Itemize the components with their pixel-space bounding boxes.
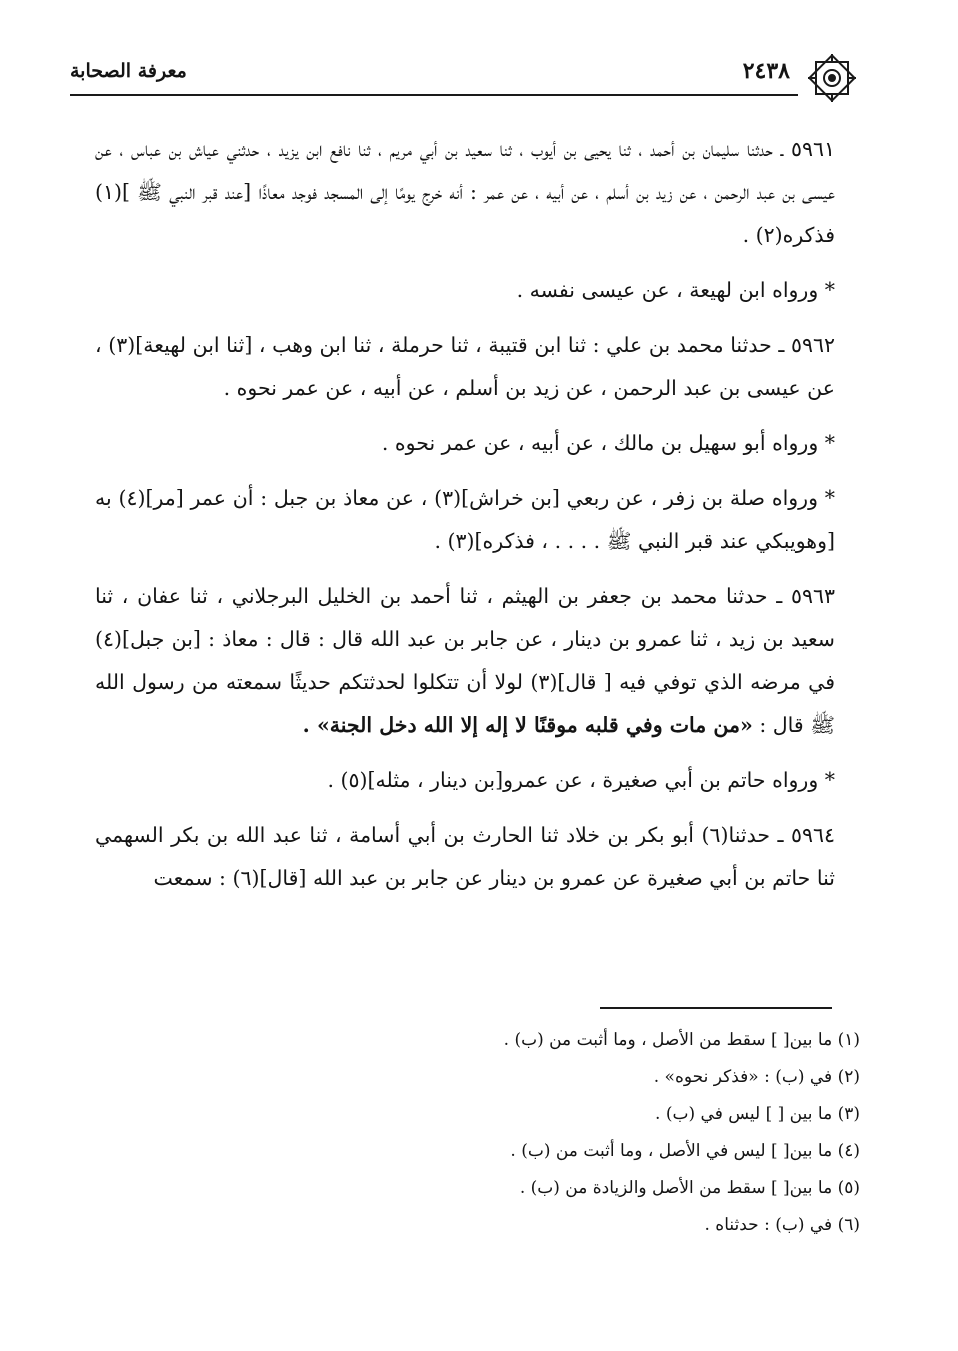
paragraph-5962: ٥٩٦٢ ـ حدثنا محمد بن علي : ثنا ابن قتيبة ، ثنا حرملة ، ثنا ابن وهب ، [ثنا ابن لهيعة](٣) ، عن عيسى بن عبد الرحمن ، عن زيد بن أسلم ، عن أبيه ، عن عمر نحوه . (95, 333, 835, 400)
paragraph-narration-3: * ورواه صلة بن زفر ، عن ربعي [بن خراش](٣) ، عن معاذ بن جبل : أن عمر [مر](٤) به [وهويبكي عند قبر النبي ﷺ . . . . ، فذكره](٣) . (95, 486, 835, 553)
footnote-rule (600, 1007, 832, 1009)
paragraph-5963-intro: ٥٩٦٣ ـ حدثنا محمد بن جعفر بن الهيثم ، ثنا أحمد بن الخليل البرجلاني ، ثنا عفان ، ثنا سعيد بن زيد ، ثنا عمرو بن دينار ، عن جابر بن عبد الله قال : قال : معاذ : [بن جبل](٤) في مرضه الذي توفي فيه [ قال](٣) لولا أن تتكلوا لحدثتكم حديثًا سمعته من رسول الله ﷺ قال : (95, 584, 836, 737)
paragraph-narration-4: * ورواه حاتم بن أبي صغيرة ، عن عمرو[بن دينار ، مثله](٥) . (327, 768, 835, 792)
paragraph-narration-1: * ورواه ابن لهيعة ، عن عيسى نفسه . (516, 278, 835, 302)
paragraph-narration-2: * ورواه أبو سهيل بن مالك ، عن أبيه ، عن عمر نحوه . (381, 431, 835, 455)
footnote: (٤) ما بين[ ] ليس في الأصل ، وما أثبت من (ب) . (510, 1141, 860, 1161)
footnote: (١) ما بين[ ] سقط من الأصل ، وما أثبت من (ب) . (503, 1030, 860, 1050)
header-rule (70, 94, 798, 96)
paragraph-5964: ٥٩٦٤ ـ حدثنا(٦) أبو بكر بن خلاد ثنا الحارث بن أبي أسامة ، ثنا عبد الله بن بكر السهمي ثنا حاتم بن أبي صغيرة عن عمرو بن دينار عن جابر بن عبد الله [قال](٦) : سمعت (95, 823, 835, 890)
paragraph-5961: ٥٩٦١ ـ حدثنا سليمان بن أحمد ، ثنا يحيى بن أيوب ، ثنا سعيد بن أبي مريم ، ثنا نافع ابن يزيد ، حدثني عياش بن عباس ، عن عيسى بن عبد الرحمن ، عن زيد بن أسلم ، عن أبيه ، عن عمر : أنه خرج يومًا إلى المسجد فوجد معاذًا [عند قبر النبي ﷺ ](١) فذكره(٢) . (95, 137, 835, 247)
page-header (70, 40, 860, 100)
footnotes (340, 1022, 860, 1244)
footnote: (٣) ما بين [ ] ليس في (ب) . (655, 1104, 860, 1124)
paragraph-5963 (95, 575, 835, 747)
footnote: (٢) في (ب) : «فذكر نحوه» . (653, 1067, 860, 1087)
ornament-star-icon (804, 50, 860, 106)
footnote: (٥) ما بين[ ] سقط من الأصل والزيادة من (ب) . (519, 1178, 860, 1198)
footnote: (٦) في (ب) : حدثناه . (704, 1215, 860, 1235)
page-number: ٢٤٣٨ (742, 58, 790, 84)
running-title: معرفة الصحابة (70, 60, 187, 82)
main-text (95, 128, 835, 912)
hadith-text: «من مات وفي قلبه موقنًا لا إله إلا الله دخل الجنة» . (302, 713, 753, 737)
